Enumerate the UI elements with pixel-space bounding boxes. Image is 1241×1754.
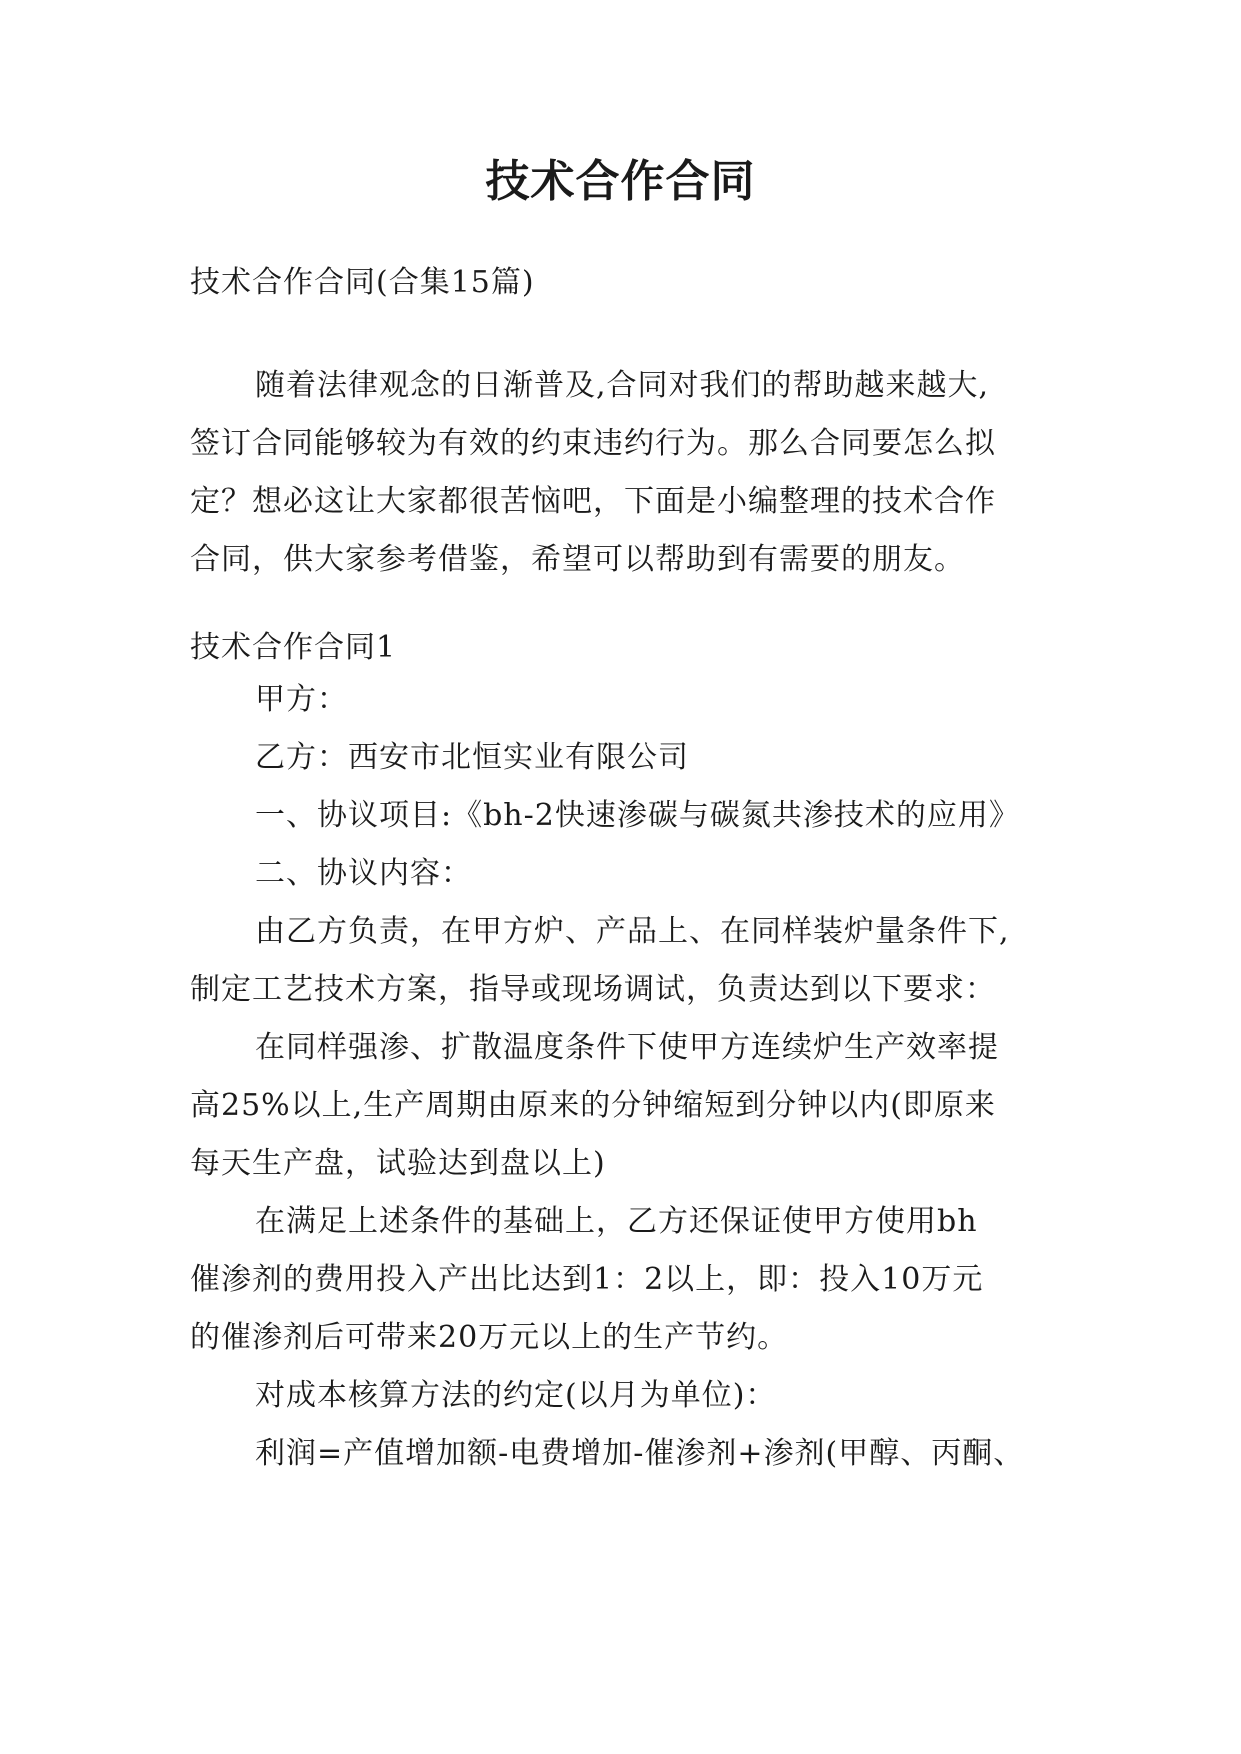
body-line: 每天生产盘，试验达到盘以上) (190, 1146, 606, 1181)
body-line: 对成本核算方法的约定(以月为单位)： (255, 1378, 777, 1413)
body-line: 在同样强渗、扩散温度条件下使甲方连续炉生产效率提 (255, 1030, 999, 1065)
body-line: 的催渗剂后可带来20万元以上的生产节约。 (190, 1320, 789, 1355)
document-subtitle (190, 254, 1065, 312)
party-b-line: 乙方：西安市北恒实业有限公司 (255, 740, 689, 775)
body-line: 催渗剂的费用投入产出比达到1：2以上，即：投入10万元 (190, 1262, 984, 1297)
section-heading-line: 技术合作合同1 (190, 630, 397, 665)
clause-project: 一、协议项目:《bh-2快速渗碳与碳氮共渗技术的应用》 (255, 798, 1020, 833)
section-heading (190, 619, 1065, 677)
body-line: 利润=产值增加额-电费增加-催渗剂+渗剂(甲醇、丙酮、 (255, 1436, 1025, 1471)
body-line: 由乙方负责，在甲方炉、产品上、在同样装炉量条件下, (255, 914, 1010, 949)
contract-body (190, 671, 1065, 1483)
subtitle-line: 技术合作合同(合集15篇) (190, 265, 535, 300)
intro-line: 合同，供大家参考借鉴，希望可以帮助到有需要的朋友。 (190, 542, 965, 577)
body-line: 在满足上述条件的基础上，乙方还保证使甲方使用bh (255, 1204, 978, 1239)
clause-content: 二、协议内容： (255, 856, 472, 891)
body-line: 高25%以上,生产周期由原来的分钟缩短到分钟以内(即原来 (190, 1088, 996, 1123)
intro-paragraph (190, 357, 1065, 589)
body-line: 制定工艺技术方案，指导或现场调试，负责达到以下要求： (190, 972, 996, 1007)
intro-line: 定？想必这让大家都很苦恼吧，下面是小编整理的技术合作 (190, 484, 996, 519)
intro-line: 随着法律观念的日渐普及,合同对我们的帮助越来越大, (255, 368, 990, 403)
party-a-line: 甲方： (255, 682, 348, 717)
document-title: 技术合作合同 (485, 156, 756, 207)
intro-line: 签订合同能够较为有效的约束违约行为。那么合同要怎么拟 (190, 426, 996, 461)
